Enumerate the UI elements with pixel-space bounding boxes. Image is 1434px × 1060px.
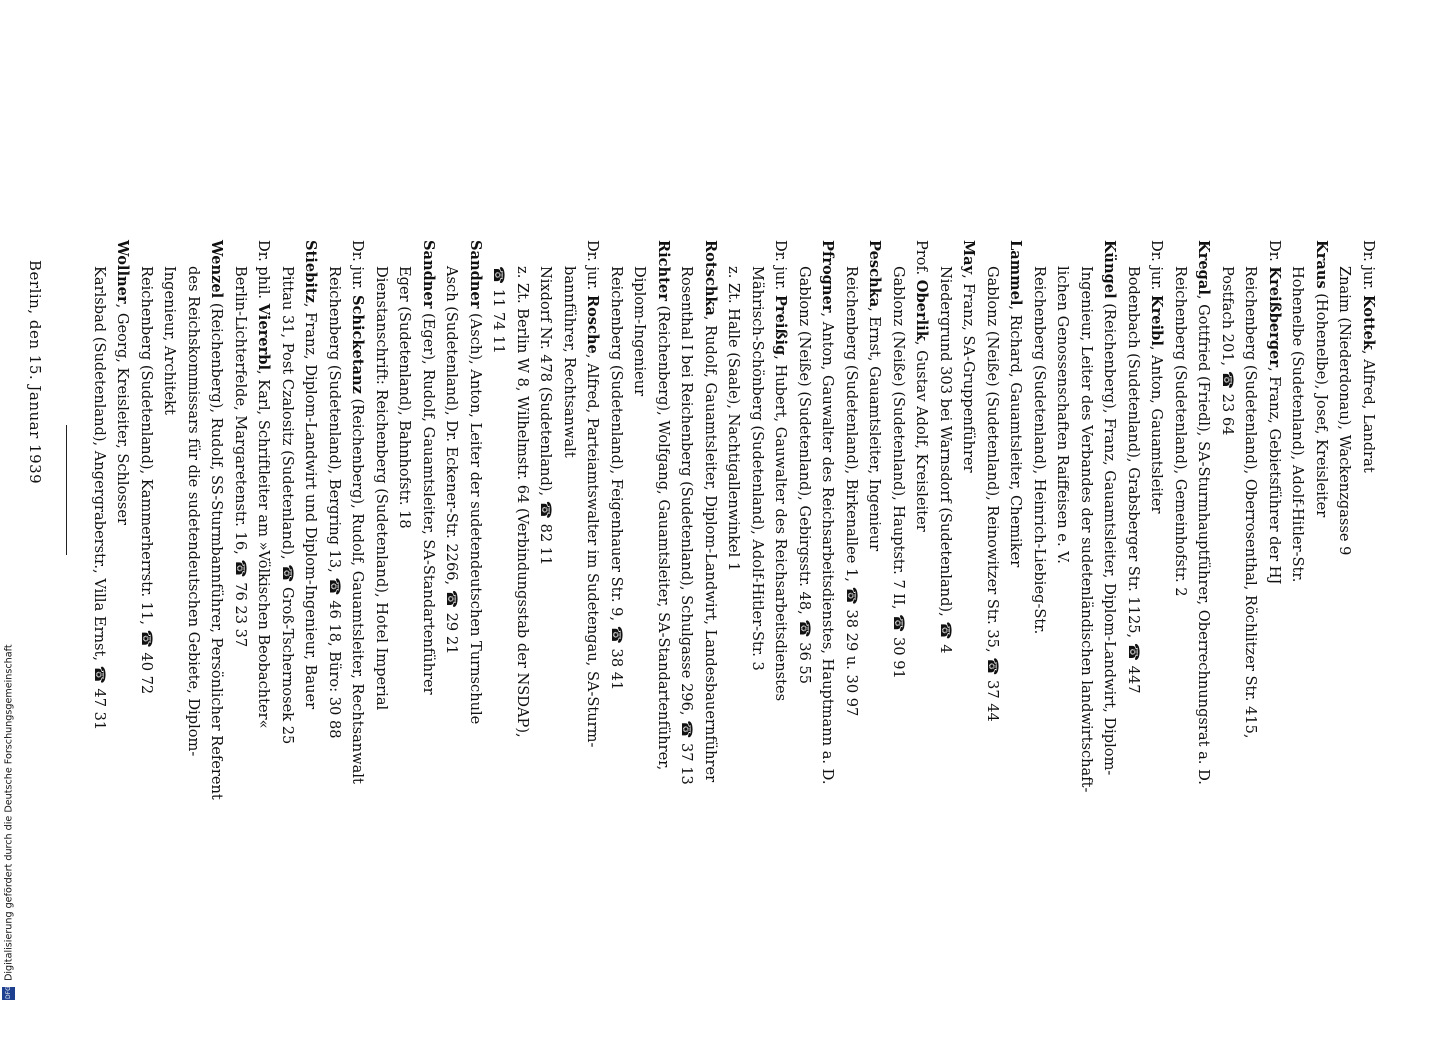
entry-description: , Georg, Kreisleiter, Schlosser (114, 303, 132, 525)
entry-address-line: Asch (Sudetenland), Dr. Eckener-Str. 2266, ☎ 29 21 (443, 266, 461, 655)
entry-surname: Wollner (114, 240, 132, 304)
entry-description: , Anton, Gauamtsleiter (1148, 345, 1166, 514)
entry-address-line: Ingenieur, Architekt (161, 266, 179, 415)
entry-surname: Oberlik (913, 279, 931, 341)
entry-description: , Richard, Gauamtsleiter, Chemiker (1007, 305, 1025, 568)
entry-address-line: Niedergrund 303 bei Warnsdorf (Sudetenland), ☎ 4 (937, 266, 954, 654)
entry-surname: Sandner (420, 240, 437, 309)
directory-entry (887, 240, 934, 1060)
entry-first-line (652, 240, 676, 1060)
directory-entry (722, 240, 793, 1060)
entry-first-line (816, 240, 840, 1060)
directory-entry (229, 240, 276, 1060)
entry-surname: Schicketanz (349, 294, 367, 394)
digitization-credit (2, 590, 16, 1000)
entry-title-prefix: Prof. (913, 240, 931, 280)
entry-first-line (111, 240, 135, 1060)
entry-description: , Alfred, Parteiamtswalter im Sudetengau, SA-Sturm- (584, 353, 602, 748)
entry-address-line: des Reichskommissars für die sudetendeutschen Gebiete, Diplom- (185, 266, 202, 757)
entry-address-line: Nixdorf Nr. 478 (Sudetenland), ☎ 82 11 (537, 266, 555, 566)
entry-address-line: bannführer, Rechtsanwalt (561, 266, 578, 458)
entry-address-line: Reichenberg (Sudetenland), Oberrosenthal, Röchlitzer Str. 415, (1242, 266, 1260, 739)
entry-address-line: z. Zt. Berlin W 8, Wilhelmstr. 64 (Verbindungsstab der NSDAP), (514, 266, 531, 738)
entry-first-line (1004, 240, 1028, 1060)
entry-title-prefix: Dr. jur. (1148, 240, 1166, 295)
entry-first-line (1098, 240, 1122, 1060)
entry-surname: Kreißberger (1266, 266, 1283, 368)
directory-entry (135, 240, 229, 1060)
directory-entry (1333, 240, 1380, 1060)
entry-first-line (769, 240, 793, 1060)
entry-description: , Hubert, Gauwalter des Reichsarbeitsdienstes (772, 355, 790, 702)
entry-first-line (957, 240, 981, 1060)
section-divider (67, 425, 68, 555)
entry-first-line (464, 240, 488, 1060)
entry-surname: Küngel (1101, 240, 1119, 299)
entry-address-line: Reichenberg (Sudetenland), Kammerherrstr. 11, ☎ 40 72 (138, 266, 155, 695)
entry-address-line: Gablonz (Neiße) (Sudetenland), Gebirgsstr. 48, ☎ 36 55 (796, 266, 813, 684)
directory-entry (605, 240, 676, 1060)
entry-address-line: Rosenthal I bei Reichenberg (Sudetenland), Schulgasse 296, ☎ 37 13 (678, 266, 696, 785)
entry-description: , Rudolf, Gauamtsleiter, Diplom-Landwirt, Landesbauernführer (702, 315, 719, 783)
entry-address-line: Pittau 31, Post Czalositz (Sudetenland), ☎ Groß-Tschernosek 25 (279, 266, 296, 745)
entry-first-line (1310, 240, 1334, 1060)
directory-entry (370, 240, 441, 1060)
entry-address-line: Karlsbad (Sudetenland), Angergraberstr., Villa Ernst, ☎ 47 31 (91, 266, 108, 731)
directory-entry (1216, 240, 1287, 1060)
entry-address-line: Ingenieur, Leiter des Verbandes der sudetenländischen landwirtschaft- (1078, 266, 1095, 793)
entry-surname: Rotschka (702, 240, 719, 316)
entry-title-prefix: Dr. jur. (349, 240, 367, 295)
entry-surname: Pfrogner (819, 240, 837, 313)
entry-first-line (346, 240, 370, 1060)
entry-description: , Franz, Diplom-Landwirt und Diplom-Ingenieur, Bauer (302, 302, 320, 710)
entry-surname: Kreibl (1148, 294, 1166, 346)
entry-surname: Preißig (772, 294, 790, 356)
directory-entry (793, 240, 840, 1060)
entry-address-line: Dienstanschrift: Reichenberg (Sudetenland), Hotel Imperial (373, 266, 390, 711)
entry-address-line: Bodenbach (Sudetenland), Grabsberger Str. 1125, ☎ 447 (1125, 266, 1142, 694)
entry-description: , Franz, Gebietsführer der HJ (1266, 367, 1283, 585)
entry-description: (Asch), Anton, Leiter der sudetendeutschen Turnschule (467, 308, 484, 725)
directory-entry (675, 240, 722, 1060)
entry-surname: Rosche (584, 294, 602, 354)
entry-description: , Alfred, Landrat (1360, 349, 1377, 473)
directory-entry (934, 240, 981, 1060)
entry-address-line: Reichenberg (Sudetenland), Birkenallee 1, ☎ 38 29 u. 30 97 (843, 266, 860, 717)
entry-address-line: Postfach 201, ☎ 23 64 (1219, 266, 1236, 436)
entry-title-prefix: Dr. jur. (1360, 240, 1377, 295)
entry-first-line (205, 240, 229, 1060)
entry-description: , Anton, Gauwalter des Reichsarbeitsdienstes, Hauptmann a. D. (819, 312, 837, 785)
entry-description: (Reichenberg), Wolfgang, Gauamtsleiter, SA-Standartenführer, (655, 300, 672, 771)
entry-address-line: ☎ 11 74 11 (490, 266, 508, 354)
entry-surname: Richter (655, 240, 672, 301)
entry-address-line: Reichenberg (Sudetenland), Bergring 13, ☎ 46 18, Büro: 30 88 (326, 266, 343, 739)
entry-address-line: z. Zt. Halle (Saale), Nachtigallenwinkel 1 (725, 266, 743, 572)
credit-text: Digitalisierung gefördert durch die Deutsche Forschungsgemeinschaft (3, 644, 15, 981)
entry-address-line: Berlin-Lichterfelde, Margaretenstr. 16, ☎ 76 23 37 (232, 266, 249, 648)
entry-surname: Kottek (1360, 294, 1377, 350)
dateline: Berlin, den 15. Januar 1939 (26, 260, 45, 485)
dfg-logo-icon: DFG (2, 987, 15, 1000)
entry-first-line (1192, 240, 1216, 1060)
entry-address-line: Diplom-Ingenieur (631, 266, 649, 397)
entry-surname: Stiebitz (302, 240, 320, 303)
entry-description: (Reichenberg), Franz, Gauamtsleiter, Diplom-Landwirt, Diplom- (1101, 298, 1119, 776)
entry-description: , Gustav Adolf, Kreisleiter (913, 340, 931, 532)
entry-first-line (1263, 240, 1287, 1060)
entry-description: (Reichenberg), Rudolf, Gauamtsleiter, Rechtsanwalt (349, 393, 367, 784)
entry-title-prefix: Dr. jur. (584, 240, 602, 295)
directory-entry (840, 240, 887, 1060)
entry-address-line: Znaim (Niederdonau), Wackenzgasse 9 (1336, 266, 1354, 556)
entry-address-line: Mährisch-Schönberg (Sudetenland), Adolf-Hitler-Str. 3 (749, 266, 766, 671)
directory-entry (440, 240, 487, 1060)
entry-first-line (699, 240, 723, 1060)
entry-title-prefix: Dr. phil. (255, 240, 273, 304)
entry-first-line (417, 240, 441, 1060)
entry-first-line (863, 240, 887, 1060)
directory-entry (88, 240, 135, 1060)
entry-first-line (252, 240, 276, 1060)
entry-address-line: Eger (Sudetenland), Bahnhofstr. 18 (396, 266, 414, 529)
entry-surname: Lammel (1007, 240, 1025, 306)
directory-entry (1286, 240, 1333, 1060)
directory-entry (323, 240, 370, 1060)
entry-surname: Wenzel (208, 240, 226, 299)
directory-entry (1169, 240, 1216, 1060)
entry-description: (Reichenberg), Rudolf, SS-Sturmbannführer, Persönlicher Referent (208, 298, 226, 800)
entry-surname: May (960, 240, 978, 275)
entry-description: , Franz, SA-Gruppenführer (960, 274, 978, 473)
entry-address-line: Gablonz (Neiße) (Sudetenland), Hauptstr. 7 II, ☎ 30 91 (890, 266, 907, 679)
entry-address-line: Reichenberg (Sudetenland), Gemeinhofstr. 2 (1172, 266, 1189, 597)
entry-title-prefix: Dr. (1266, 240, 1283, 267)
entry-address-line: Gablonz (Neiße) (Sudetenland), Reinowitzer Str. 35, ☎ 37 44 (984, 266, 1001, 722)
directory-entry (1122, 240, 1169, 1060)
entry-description: , Gottfried (Friedl), SA-Sturmhauptführer, Oberrechnungsrat a. D. (1195, 294, 1213, 785)
entry-surname: Kraus (1313, 240, 1330, 289)
entry-description: (Eger), Rudolf, Gauamtsleiter, SA-Standartenführer (420, 308, 437, 695)
entry-first-line (299, 240, 323, 1060)
entry-description: (Hohenelbe), Josef, Kreisleiter (1313, 288, 1330, 518)
entry-address-line: Reichenberg (Sudetenland), Heinrich-Liebieg-Str. (1031, 266, 1048, 635)
entry-address-line: Reichenberg (Sudetenland), Feigenhauer Str. 9, ☎ 38 41 (608, 266, 625, 691)
entry-first-line (1357, 240, 1381, 1060)
directory-listing (26, 240, 1380, 1060)
entry-first-line (581, 240, 605, 1060)
directory-entry (981, 240, 1028, 1060)
entry-address-line: lichen Genossenschaften Raiffeisen e. V. (1054, 266, 1072, 564)
entry-address-line: Hohenelbe (Sudetenland), Adolf-Hitler-Str. (1289, 266, 1307, 583)
entry-surname: Peschka (866, 240, 884, 308)
directory-entry (276, 240, 323, 1060)
entry-description: , Karl, Schriftleiter am »Völkischen Beobachter« (255, 370, 273, 729)
entry-first-line (1145, 240, 1169, 1060)
entry-title-prefix: Dr. jur. (772, 240, 790, 295)
entry-description: , Ernst, Gauamtsleiter, Ingenieur (866, 307, 884, 552)
entry-surname: Viererbl (255, 303, 273, 371)
directory-entry (1028, 240, 1122, 1060)
entry-first-line (910, 240, 934, 1060)
directory-entry (487, 240, 605, 1060)
entry-surname: Sandner (467, 240, 484, 309)
entry-surname: Kregal (1195, 240, 1213, 295)
